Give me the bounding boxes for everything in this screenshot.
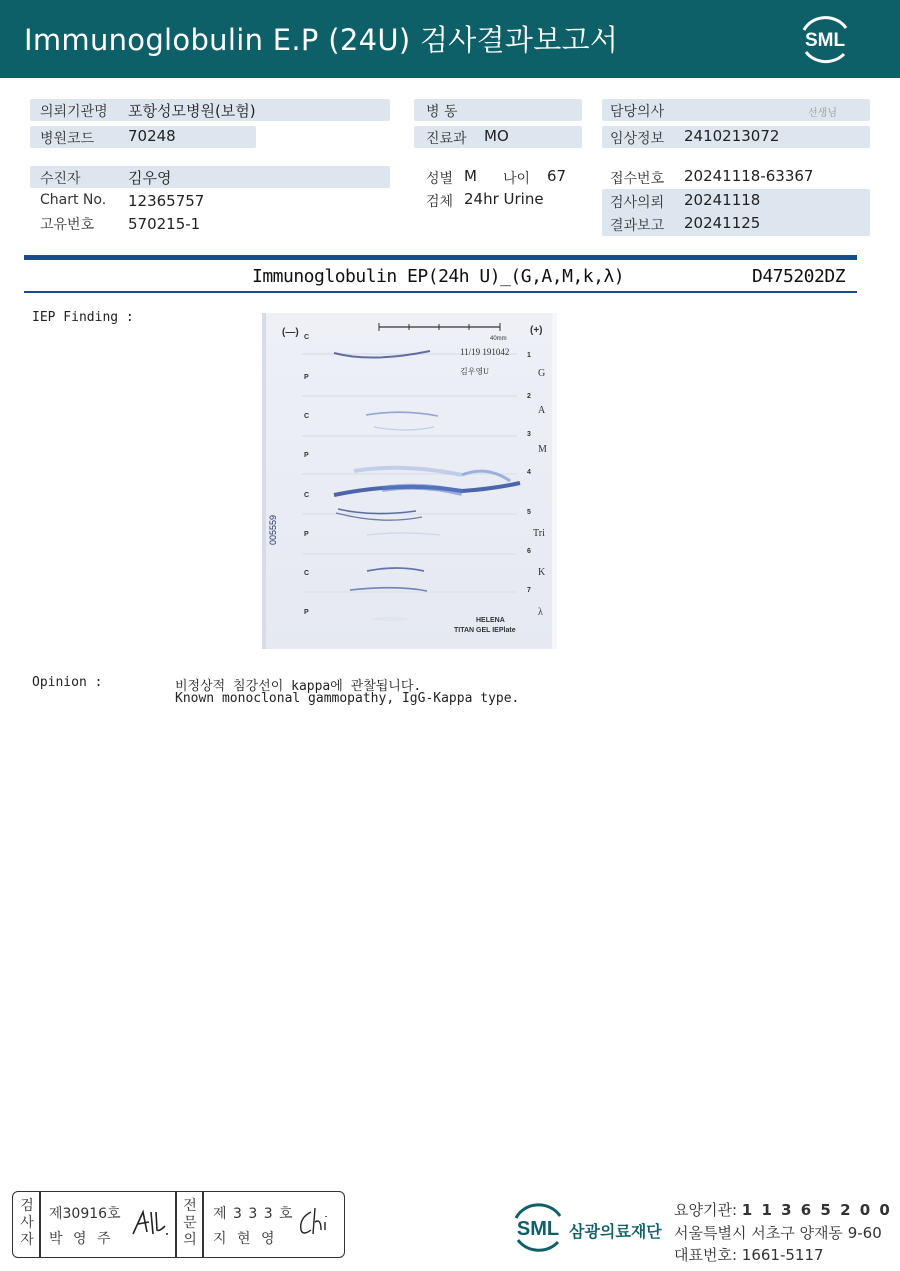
gel-date-id: 11/19 191042 <box>460 347 510 357</box>
tester-name: 박 영 주 <box>49 1231 114 1247</box>
expert-license-no: 제 3 3 3 호 <box>213 1206 294 1222</box>
gel-lane-3: 3 <box>527 431 531 438</box>
expert-vertical-label: 전문의 <box>183 1198 197 1248</box>
footer-code-value: 1 1 3 6 5 2 0 0 <box>741 1201 892 1219</box>
reported-value: 20241125 <box>684 214 761 232</box>
gel-brand-2: TITAN GEL IEPlate <box>454 627 516 634</box>
hospital-code-label: 병원코드 <box>40 131 95 147</box>
gel-left-label-4: P <box>304 452 309 459</box>
report-title: Immunoglobulin E.P (24U) 검사결과보고서 <box>24 23 619 57</box>
gel-minus-label: (—) <box>282 327 299 338</box>
gel-left-label-5: C <box>304 492 310 499</box>
footer-code-label: 요양기관: <box>674 1201 738 1219</box>
chart-label: Chart No. <box>40 192 107 208</box>
gel-left-label-3: C <box>304 413 310 420</box>
footer-org-name: 삼광의료재단 <box>569 1222 662 1241</box>
footer-code-line <box>674 1199 892 1220</box>
gel-right-label-g: G <box>538 368 546 379</box>
reported-label: 결과보고 <box>610 218 665 234</box>
tester-license-no: 제30916호 <box>49 1206 121 1222</box>
unique-value: 570215-1 <box>128 215 201 233</box>
test-code: D475202DZ <box>752 266 846 287</box>
gel-lane-7: 7 <box>527 587 531 594</box>
ward-label: 병 동 <box>426 104 458 120</box>
expert-name: 지 현 영 <box>213 1231 278 1247</box>
gel-lane-5: 5 <box>527 509 531 516</box>
chart-value: 12365757 <box>128 192 205 210</box>
unique-label: 고유번호 <box>40 217 95 233</box>
gel-patient-mark: 김우영U <box>460 367 489 376</box>
sml-logo-icon <box>796 12 854 66</box>
footer-sml-logo-icon <box>508 1198 568 1256</box>
tester-signature-icon <box>129 1206 171 1240</box>
specimen-value: 24hr Urine <box>464 190 544 208</box>
gel-lane-1: 1 <box>527 352 531 359</box>
footer-address: 서울특별시 서초구 양재동 9-60 <box>674 1224 882 1242</box>
institution-label: 의뢰기관명 <box>40 104 108 120</box>
clinical-info-value: 2410213072 <box>684 127 780 145</box>
gel-left-label-7: C <box>304 570 310 577</box>
age-label: 나이 <box>503 171 531 187</box>
requested-label: 검사의뢰 <box>610 195 665 211</box>
sex-value: M <box>464 167 477 185</box>
gel-left-label-8: P <box>304 609 309 616</box>
gel-lane-6: 6 <box>527 548 531 555</box>
patient-label: 수진자 <box>40 171 81 187</box>
receipt-label: 접수번호 <box>610 171 665 187</box>
sml-logo-text: SML <box>804 30 846 51</box>
gel-plate-id: 005559 <box>268 514 278 545</box>
iep-finding-label: IEP Finding : <box>32 310 134 325</box>
receipt-value: 20241118-63367 <box>684 167 814 185</box>
specimen-label: 검체 <box>426 194 454 210</box>
patient-value: 김우영 <box>128 169 172 187</box>
gel-left-label-6: P <box>304 531 309 538</box>
footer-phone-line <box>674 1244 824 1265</box>
tester-vertical-label: 검사자 <box>20 1198 34 1248</box>
hospital-code-value: 70248 <box>128 127 176 145</box>
clinical-info-label: 임상정보 <box>610 131 665 147</box>
dept-value: MO <box>484 127 509 145</box>
section-rule-bottom <box>24 291 857 293</box>
test-title: Immunoglobulin EP(24h U)_(G,A,M,k,λ) <box>252 266 625 287</box>
gel-right-label-a: A <box>538 405 546 416</box>
opinion-label: Opinion : <box>32 675 103 690</box>
gel-lane-2: 2 <box>527 393 531 400</box>
dept-label: 진료과 <box>426 131 467 147</box>
patient-row <box>30 166 390 188</box>
doctor-label: 담당의사 <box>610 104 665 120</box>
gel-right-label-m: M <box>538 444 547 455</box>
iep-gel-image <box>262 313 557 649</box>
sex-label: 성별 <box>426 171 454 187</box>
gel-left-label-2: P <box>304 374 309 381</box>
institution-value: 포항성모병원(보험) <box>128 102 256 120</box>
opinion-line-1: 비정상적 침강선이 kappa에 관찰됩니다. <box>175 679 422 694</box>
gel-lane-4: 4 <box>527 469 531 476</box>
footer-phone-value: 1661-5117 <box>741 1246 824 1264</box>
gel-scale-label: 40mm <box>490 336 507 342</box>
expert-signature-icon <box>295 1206 339 1240</box>
age-value: 67 <box>547 167 567 185</box>
gel-right-label-k: K <box>538 567 546 578</box>
gel-brand-1: HELENA <box>476 617 505 624</box>
section-rule-top <box>24 255 857 260</box>
footer-phone-label: 대표번호: <box>674 1246 738 1264</box>
footer-logo-text: SML <box>516 1218 560 1240</box>
requested-value: 20241118 <box>684 191 761 209</box>
gel-left-label-1: C <box>304 334 310 341</box>
doctor-suffix: 선생님 <box>808 108 837 119</box>
signature-box <box>12 1191 345 1258</box>
gel-plus-label: (+) <box>530 325 543 336</box>
opinion-line-2: Known monoclonal gammopathy, IgG-Kappa type. <box>175 691 520 706</box>
gel-right-label-tri: Tri <box>533 528 545 539</box>
gel-right-label-lambda: λ <box>538 607 543 618</box>
header-banner <box>0 0 900 78</box>
